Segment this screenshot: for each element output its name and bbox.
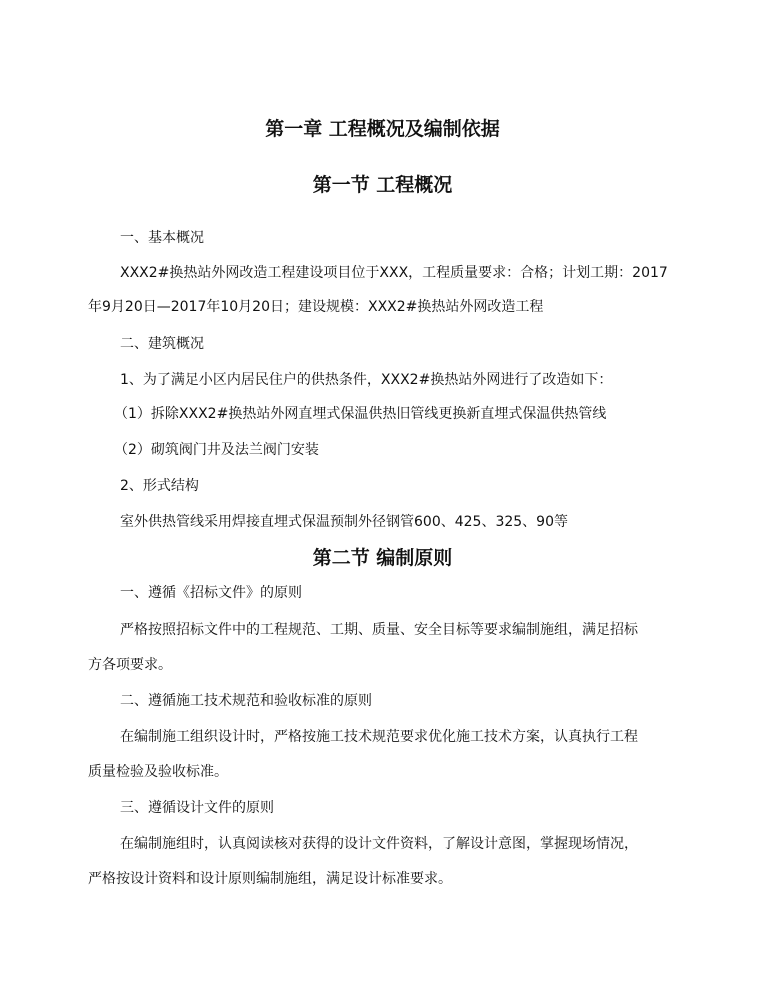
section-1-title: 第一节 工程概况 [312, 174, 453, 196]
principle-3-heading: 三、遵循设计文件的原则 [120, 800, 274, 816]
principle-2-line-1: 在编制施工组织设计时，严格按施工技术规范要求优化施工技术方案，认真执行工程 [120, 729, 638, 745]
basic-overview-heading: 一、基本概况 [120, 230, 204, 246]
principle-2-line-2: 质量检验及验收标准。 [88, 764, 228, 780]
principle-1-line-1: 严格按照招标文件中的工程规范、工期、质量、安全目标等要求编制施组，满足招标 [120, 622, 638, 638]
structure-heading: 2、形式结构 [120, 478, 199, 494]
basic-overview-line-2: 年9月20日—2017年10月20日；建设规模：XXX2#换热站外网改造工程 [88, 299, 544, 315]
structure-text: 室外供热管线采用焊接直埋式保温预制外径钢管600、425、325、90等 [120, 514, 568, 530]
building-item-1: 1、为了满足小区内居民住户的供热条件，XXX2#换热站外网进行了改造如下： [120, 372, 613, 388]
building-subitem-1: （1）拆除XXX2#换热站外网直埋式保温供热旧管线更换新直埋式保温供热管线 [114, 406, 607, 422]
building-overview-heading: 二、建筑概况 [120, 336, 204, 352]
principle-2-heading: 二、遵循施工技术规范和验收标准的原则 [120, 693, 372, 709]
basic-overview-line-1: XXX2#换热站外网改造工程建设项目位于XXX，工程质量要求：合格；计划工期：2017 [120, 265, 668, 281]
principle-3-line-2: 严格按设计资料和设计原则编制施组，满足设计标准要求。 [88, 871, 452, 887]
chapter-title: 第一章 工程概况及编制依据 [265, 118, 500, 140]
principle-1-line-2: 方各项要求。 [88, 657, 172, 673]
principle-3-line-1: 在编制施组时，认真阅读核对获得的设计文件资料，了解设计意图，掌握现场情况， [120, 836, 638, 852]
principle-1-heading: 一、遵循《招标文件》的原则 [120, 585, 302, 601]
section-2-title: 第二节 编制原则 [312, 547, 453, 569]
building-subitem-2: （2）砌筑阀门井及法兰阀门安装 [114, 442, 319, 458]
